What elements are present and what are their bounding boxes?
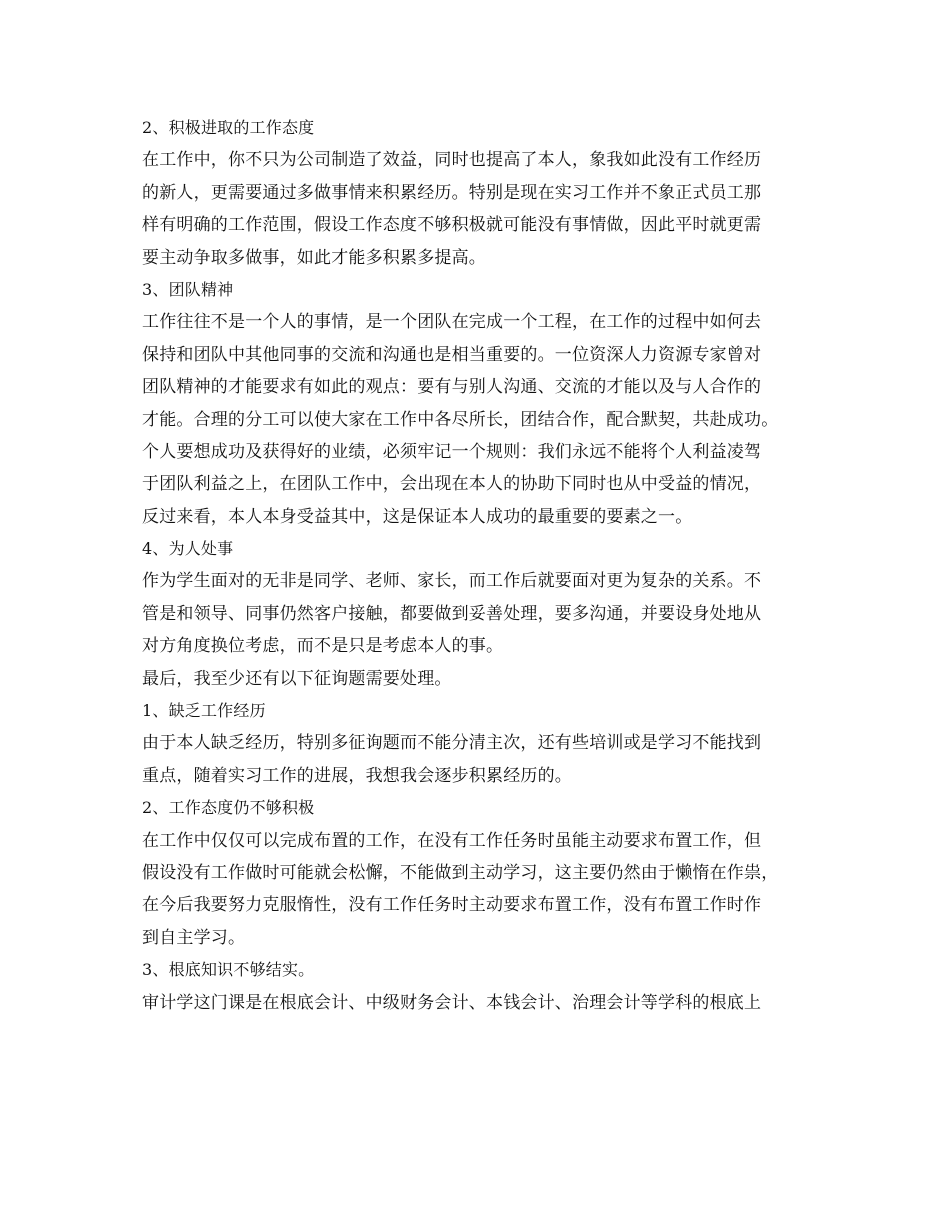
paragraph-line: 假设没有工作做时可能就会松懈，不能做到主动学习，这主要仍然由于懒惰在作祟， [142,862,779,883]
paragraph-line: 保持和团队中其他同事的交流和沟通也是相当重要的。一位资深人力资源专家曾对 [142,344,762,365]
paragraph-line: 在工作中，你不只为公司制造了效益，同时也提高了本人，象我如此没有工作经历 [142,150,762,171]
paragraph-line: 在今后我要努力克服惰性，没有工作任务时主动要求布置工作，没有布置工作时作 [142,895,762,916]
paragraph-line: 样有明确的工作范围，假设工作态度不够积极就可能没有事情做，因此平时就更需 [142,215,762,236]
paragraph-line: 管是和领导、同事仍然客户接触，都要做到妥善处理，要多沟通，并要设身处地从 [142,603,762,624]
paragraph-line: 由于本人缺乏经历，特别多征询题而不能分清主次，还有些培训或是学习不能找到 [142,733,762,754]
paragraph-line: 审计学这门课是在根底会计、中级财务会计、本钱会计、治理会计等学科的根底上 [142,992,762,1013]
section-heading: 3、团队精神 [142,279,234,299]
paragraph-line: 的新人，更需要通过多做事情来积累经历。特别是现在实习工作并不象正式员工那 [142,182,762,203]
paragraph-line: 作为学生面对的无非是同学、老师、家长，而工作后就要面对更为复杂的关系。不 [142,571,762,592]
section-heading: 1、缺乏工作经历 [142,701,266,721]
paragraph-line: 团队精神的才能要求有如此的观点：要有与别人沟通、交流的才能以及与人合作的 [142,377,762,398]
paragraph-line: 反过来看，本人本身受益其中，这是保证本人成功的最重要的要素之一。 [142,506,693,527]
section-heading: 2、积极进取的工作态度 [142,118,315,137]
paragraph-line: 于团队利益之上，在团队工作中，会出现在本人的协助下同时也从中受益的情况， [142,474,762,495]
section-heading: 4、为人处事 [142,539,234,559]
paragraph-line: 在工作中仅仅可以完成布置的工作，在没有工作任务时虽能主动要求布置工作，但 [142,830,762,851]
paragraph-line: 才能。合理的分工可以使大家在工作中各尽所长，团结合作，配合默契，共赴成功。 [142,409,779,430]
paragraph-line: 到自主学习。 [142,927,246,948]
section-heading: 3、根底知识不够结实。 [142,960,315,980]
paragraph-line: 对方角度换位考虑，而不是只是考虑本人的事。 [142,636,504,657]
paragraph-line: 个人要想成功及获得好的业绩，必须牢记一个规则：我们永远不能将个人利益凌驾 [142,441,762,462]
document-page [142,112,822,1019]
paragraph-line: 工作往往不是一个人的事情，是一个团队在完成一个工程，在工作的过程中如何去 [142,312,762,333]
paragraph-line: 最后，我至少还有以下征询题需要处理。 [142,668,452,689]
paragraph-line: 重点，随着实习工作的进展，我想我会逐步积累经历的。 [142,765,572,786]
section-heading: 2、工作态度仍不够积极 [142,798,315,818]
paragraph-line: 要主动争取多做事，如此才能多积累多提高。 [142,247,486,268]
